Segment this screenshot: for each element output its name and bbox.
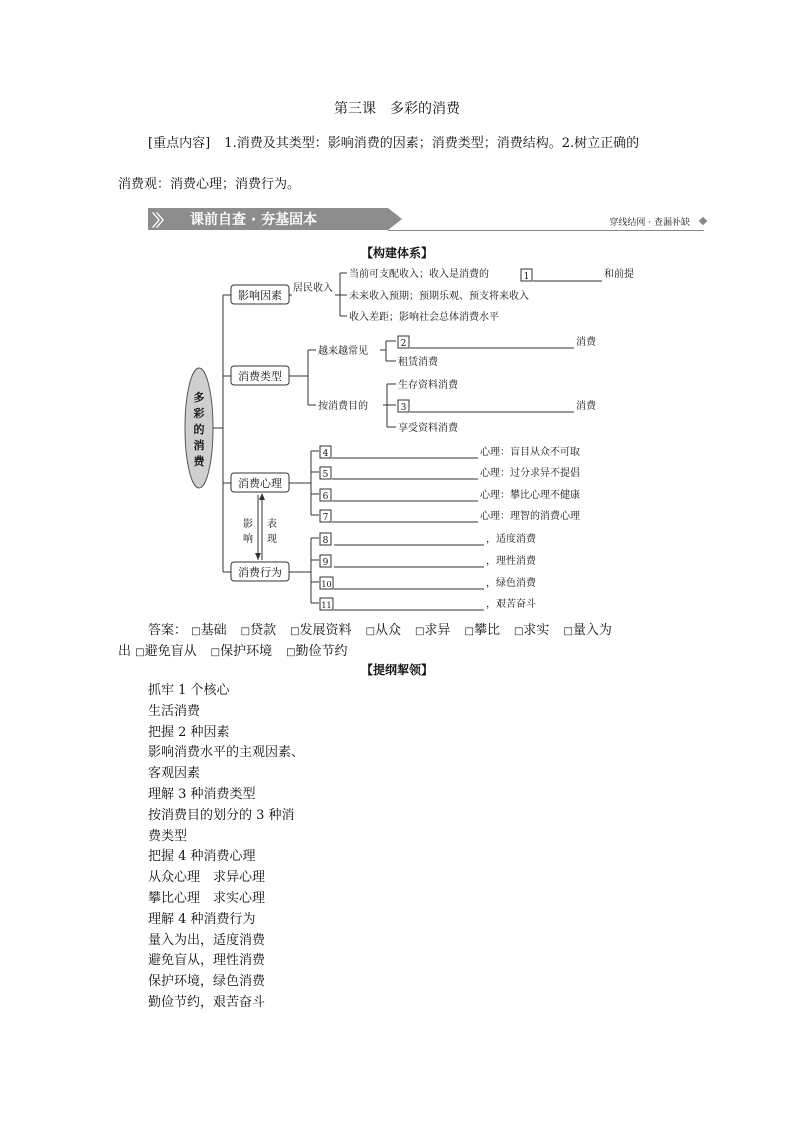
- box-types: 消费类型: [238, 370, 282, 383]
- double-chevron-icon: 〉〉: [152, 211, 169, 230]
- root-char-5: 费: [193, 455, 205, 468]
- answer-item: [211, 644, 272, 659]
- answer-text: 求异: [424, 623, 451, 638]
- behavior-row-4: ，艰苦奋斗: [486, 599, 536, 610]
- blank-num-9: 9: [322, 558, 329, 568]
- answer-mark-icon: □: [191, 626, 201, 637]
- key-content-line2: 消费观：消费心理；消费行为。: [118, 177, 301, 192]
- psychology-row-1: 心理：盲目从众不可取: [480, 447, 580, 458]
- box-behavior: 消费行为: [238, 566, 282, 579]
- blank-num-7: 7: [322, 513, 329, 523]
- blank-num-8: 8: [322, 536, 329, 546]
- answer-text: 攀比: [473, 623, 500, 638]
- outline-line: 避免盲从，理性消费: [148, 953, 266, 969]
- outline-line: 把握 4 种消费心理: [148, 849, 256, 865]
- outline-line: 抓牢 1 个核心: [148, 683, 230, 698]
- outline-line: 量入为出，适度消费: [148, 932, 266, 948]
- outline-line: 勤俭节约，艰苦奋斗: [148, 994, 266, 1010]
- outline-line: 保护环境，绿色消费: [148, 974, 266, 990]
- blank-num-1: 1: [523, 272, 530, 282]
- blank-num-4: 4: [322, 449, 329, 459]
- answer-text: 发展资料: [299, 623, 352, 638]
- answer-item: [415, 623, 450, 638]
- answer-text: 求实: [523, 623, 550, 638]
- relation-left-2: 响: [243, 534, 253, 545]
- answer-text: 贷款: [250, 623, 277, 638]
- key-content-text: 1.消费及其类型：影响消费的因素；消费类型；消费结构。2.树立正确的: [224, 136, 640, 151]
- psychology-row-3: 心理：攀比心理不健康: [480, 490, 580, 501]
- outline-line: 生活消费: [148, 703, 201, 719]
- blank-num-11: 11: [321, 601, 332, 610]
- outline-line: 理解 4 种消费行为: [148, 911, 256, 927]
- influence-item1: 当前可支配收入；收入是消费的: [349, 269, 489, 280]
- outline-heading: 【提纲挈领】: [360, 663, 433, 677]
- answers-line-1: [148, 619, 626, 638]
- key-content-label: [重点内容]: [148, 136, 211, 151]
- box-influence: 影响因素: [238, 289, 282, 302]
- answer-mark-icon: □: [563, 626, 573, 637]
- outline-line: 影响消费水平的主观因素、: [148, 745, 305, 761]
- answers-line2-start: 出: [118, 644, 132, 659]
- relation-right-1: 表: [267, 519, 277, 530]
- answer-text: 从众: [375, 623, 402, 638]
- answer-mark-icon: □: [135, 647, 145, 658]
- answer-mark-icon: □: [365, 626, 376, 637]
- influence-item2: 未来收入预期；预期乐观、预支将来收入: [349, 291, 529, 302]
- answer-item: [290, 623, 351, 638]
- answer-item: [191, 623, 226, 638]
- influence-item1-post: 和前提: [604, 269, 634, 280]
- banner-title: 课前自查 · 夯基固本: [190, 212, 318, 228]
- behavior-row-2: ，理性消费: [486, 556, 536, 567]
- page-title: 第三课 多彩的消费: [334, 101, 460, 117]
- diagram-heading: 【构建体系】: [360, 246, 433, 260]
- outline-line: 客观因素: [148, 766, 201, 782]
- blank-num-10: 10: [321, 580, 332, 589]
- outline-line: 费类型: [148, 828, 188, 844]
- banner-subtitle: 穿线结网 · 查漏补缺: [609, 218, 690, 228]
- answer-mark-icon: □: [240, 626, 251, 637]
- behavior-row-1: ，适度消费: [486, 534, 536, 545]
- types-sub1: 越来越常见: [318, 346, 368, 357]
- behavior-row-3: ，绿色消费: [486, 578, 536, 589]
- box-psychology: 消费心理: [238, 477, 282, 490]
- answer-text: 量入为: [572, 623, 612, 638]
- root-char-2: 彩: [193, 407, 205, 420]
- relation-left-1: 影: [243, 519, 253, 530]
- influence-item3: 收入差距；影响社会总体消费水平: [349, 312, 499, 323]
- outline-line: 把握 2 种因素: [148, 724, 230, 740]
- answers-items: [191, 623, 626, 638]
- types-sub1-end: 消费: [576, 337, 596, 348]
- blank-num-3: 3: [400, 403, 407, 413]
- answers-items-2: [135, 644, 361, 659]
- answer-item: [366, 623, 401, 638]
- types-sub2-item1: 生存资料消费: [398, 380, 458, 391]
- answer-item: [465, 623, 500, 638]
- answer-mark-icon: □: [290, 626, 300, 637]
- answer-text: 基础: [200, 623, 227, 638]
- root-char-4: 消: [193, 439, 205, 452]
- answer-mark-icon: □: [286, 647, 296, 658]
- answer-text: 勤俭节约: [295, 644, 348, 659]
- outline-line: 理解 3 种消费类型: [148, 786, 256, 802]
- root-char-1: 多: [193, 391, 205, 404]
- blank-num-2: 2: [400, 339, 407, 349]
- answers-line-2: [118, 640, 362, 659]
- answer-item: [563, 623, 611, 638]
- answer-item: [241, 623, 276, 638]
- outline-line: 攀比心理 求实心理: [148, 890, 266, 906]
- types-sub2: 按消费目的: [318, 401, 368, 412]
- answer-text: 避免盲从: [144, 644, 197, 659]
- outline-list: [148, 681, 304, 1014]
- answer-item: [514, 623, 549, 638]
- types-sub2-item3: 享受资料消费: [398, 423, 458, 434]
- answer-mark-icon: □: [513, 626, 524, 637]
- types-sub1-item2: 租赁消费: [398, 357, 438, 368]
- root-char-3: 的: [193, 423, 205, 436]
- answer-mark-icon: □: [210, 647, 221, 658]
- influence-sub: 居民收入: [293, 283, 333, 294]
- types-sub2-end: 消费: [576, 401, 596, 412]
- answer-item: [286, 644, 347, 659]
- blank-num-5: 5: [322, 470, 329, 480]
- answers-label: 答案：: [148, 623, 188, 638]
- psychology-row-2: 心理：过分求异不提倡: [480, 468, 580, 479]
- answer-mark-icon: □: [415, 626, 425, 637]
- answer-text: 保护环境: [220, 644, 273, 659]
- blank-num-6: 6: [322, 492, 329, 502]
- outline-line: 按消费目的划分的 3 种消: [148, 807, 295, 823]
- answer-item: [135, 644, 196, 659]
- outline-line: 从众心理 求异心理: [148, 870, 266, 886]
- answer-mark-icon: □: [464, 626, 474, 637]
- relation-right-2: 现: [267, 534, 277, 545]
- psychology-row-4: 心理：理智的消费心理: [480, 511, 580, 522]
